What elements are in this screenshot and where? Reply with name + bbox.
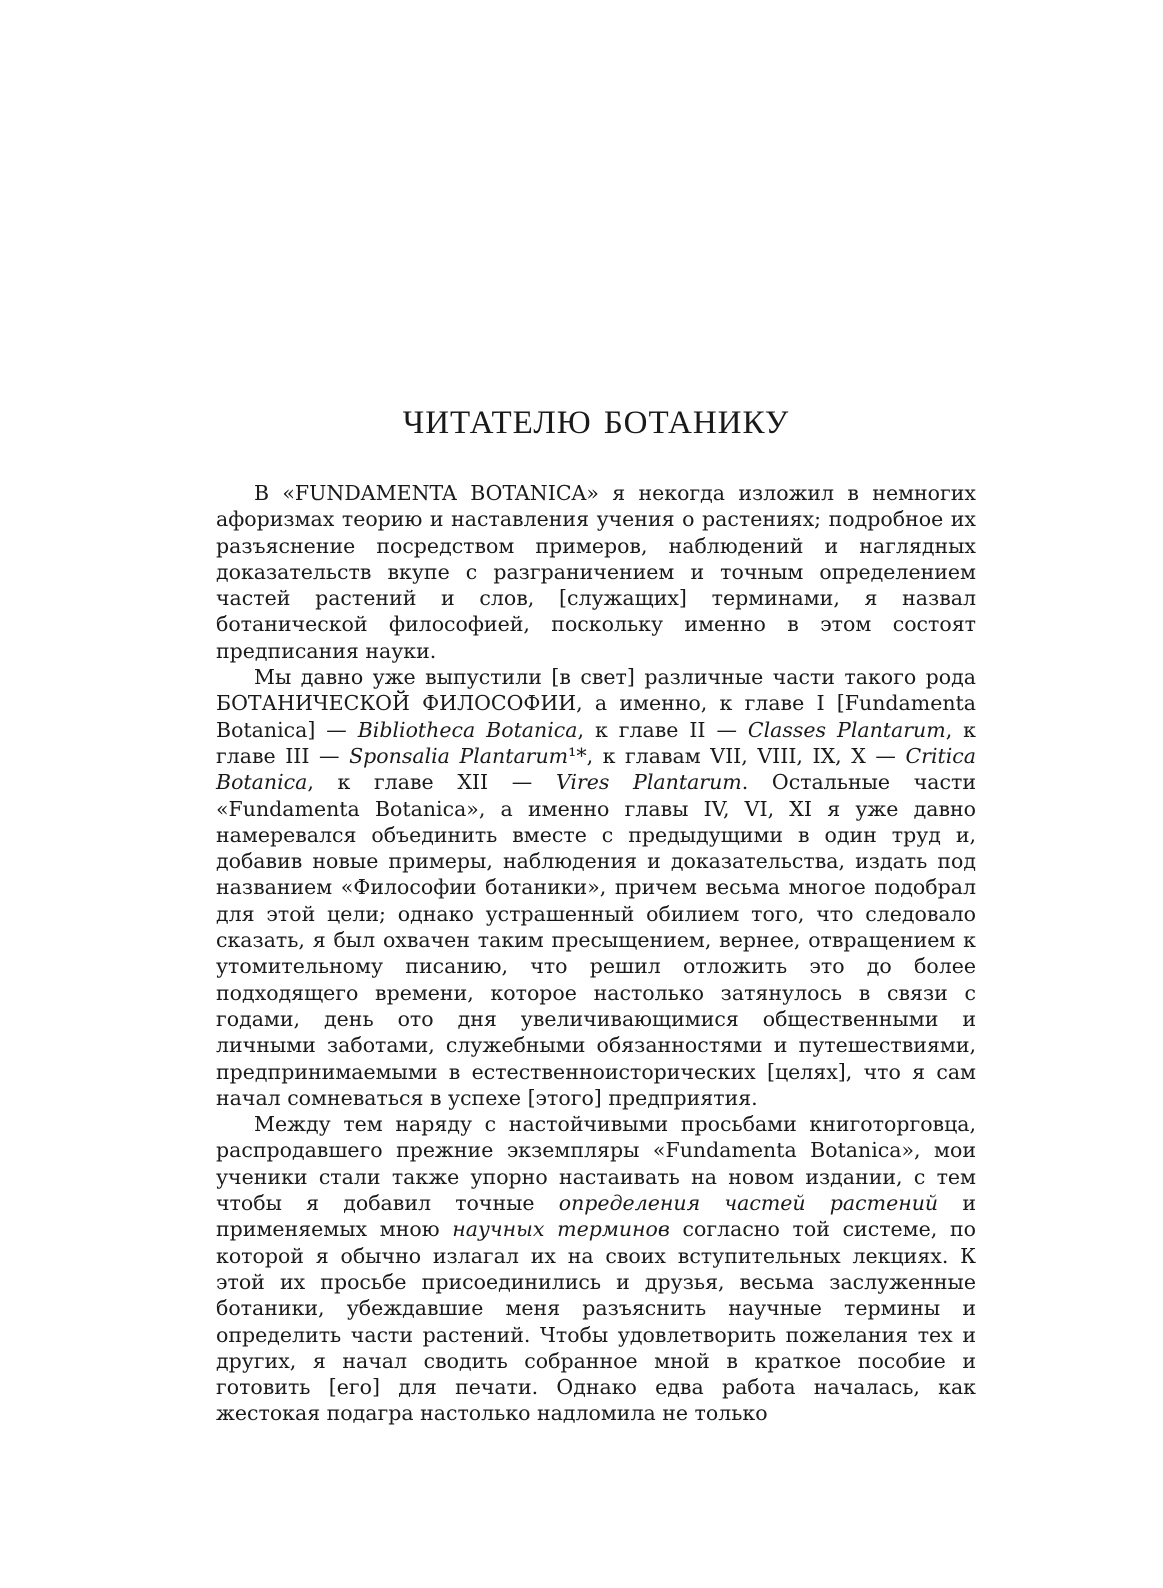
body-text <box>216 480 976 1427</box>
emphasis-definitions: определения частей растений <box>558 1191 939 1216</box>
text-run: , к главе II — <box>577 717 748 742</box>
title-bibliotheca-botanica: Bibliotheca Botanica <box>357 717 578 742</box>
text-run: . Остальные части «Fundamenta Botanica», а именно главы IV, VI, XI я уже давно намеревался объединить вместе с предыдущими в один труд и, добавив новые примеры, наблюдения и доказательства, издать под названием «Философии ботаники», причем весьма многое подобрал для этой цели; однако устрашенный обилием того, что следовало сказать, я был охвачен таким пресыщением, вернее, отвращением к утомительному писанию, что решил отложить это до более подходящего времени, которое настолько затянулось в связи с годами, день ото дня увеличивающимися общественными и личными заботами, служебными обязанностями и путешествиями, предпринимаемыми в естественноисторических [целях], что я сам начал сомневаться в успехе [этого] предприятия. <box>216 770 976 1110</box>
title-sponsalia-plantarum: Sponsalia Plantarum <box>349 743 569 768</box>
text-run: , к главе XII — <box>307 770 556 795</box>
text-run: В «FUNDAMENTA BOTANICA» я некогда изложил в немногих афоризмах теорию и наставления учения о растениях; подробное их разъяснение посредством примеров, наблюдений и наглядных доказательств вкупе с разграничением и точным определением частей растений и слов, [служащих] терминами, я назвал ботанической философией, поскольку именно в этом состоят предписания науки. <box>216 481 976 663</box>
title-critica-botanica: Critica Botanica <box>216 743 976 795</box>
paragraph-3 <box>216 1111 976 1427</box>
paragraph-1 <box>216 480 976 664</box>
text-run: согласно той системе, по которой я обычно излагал их на своих вступительных лекциях. К этой их просьбе присоединились и друзья, весьма заслуженные ботаники, убеждавшие меня разъяснить научные термины и определить части растений. Чтобы удовлетворить пожелания тех и других, я начал сводить собранное мной в краткое пособие и готовить [его] для печати. Однако едва работа началась, как жестокая подагра настолько надломила не только <box>216 1217 976 1426</box>
title-classes-plantarum: Classes Plantarum <box>747 717 946 742</box>
text-run: Между тем наряду с настойчивыми просьбами книготорговца, распродавшего прежние экземпляры «Fundamenta Botanica», мои ученики стали также упорно настаивать на новом издании, с тем чтобы я добавил точные <box>216 1112 976 1216</box>
emphasis-terms: научных терминов <box>452 1217 670 1242</box>
page-title: ЧИТАТЕЛЮ БОТАНИКУ <box>402 405 790 441</box>
text-run: , к главе III — <box>216 717 976 768</box>
text-run: и применяемых мною <box>216 1191 976 1242</box>
text-run: Мы давно уже выпустили [в свет] различные части такого рода БОТАНИЧЕСКОЙ ФИЛОСОФИИ, а именно, к главе I [Fundamenta Botanica] — <box>216 665 976 742</box>
paragraph-2 <box>216 664 976 1111</box>
footnote-marker: ¹*, к главам VII, VIII, IX, X — <box>568 743 906 768</box>
title-vires-plantarum: Vires Plantarum <box>555 770 742 795</box>
